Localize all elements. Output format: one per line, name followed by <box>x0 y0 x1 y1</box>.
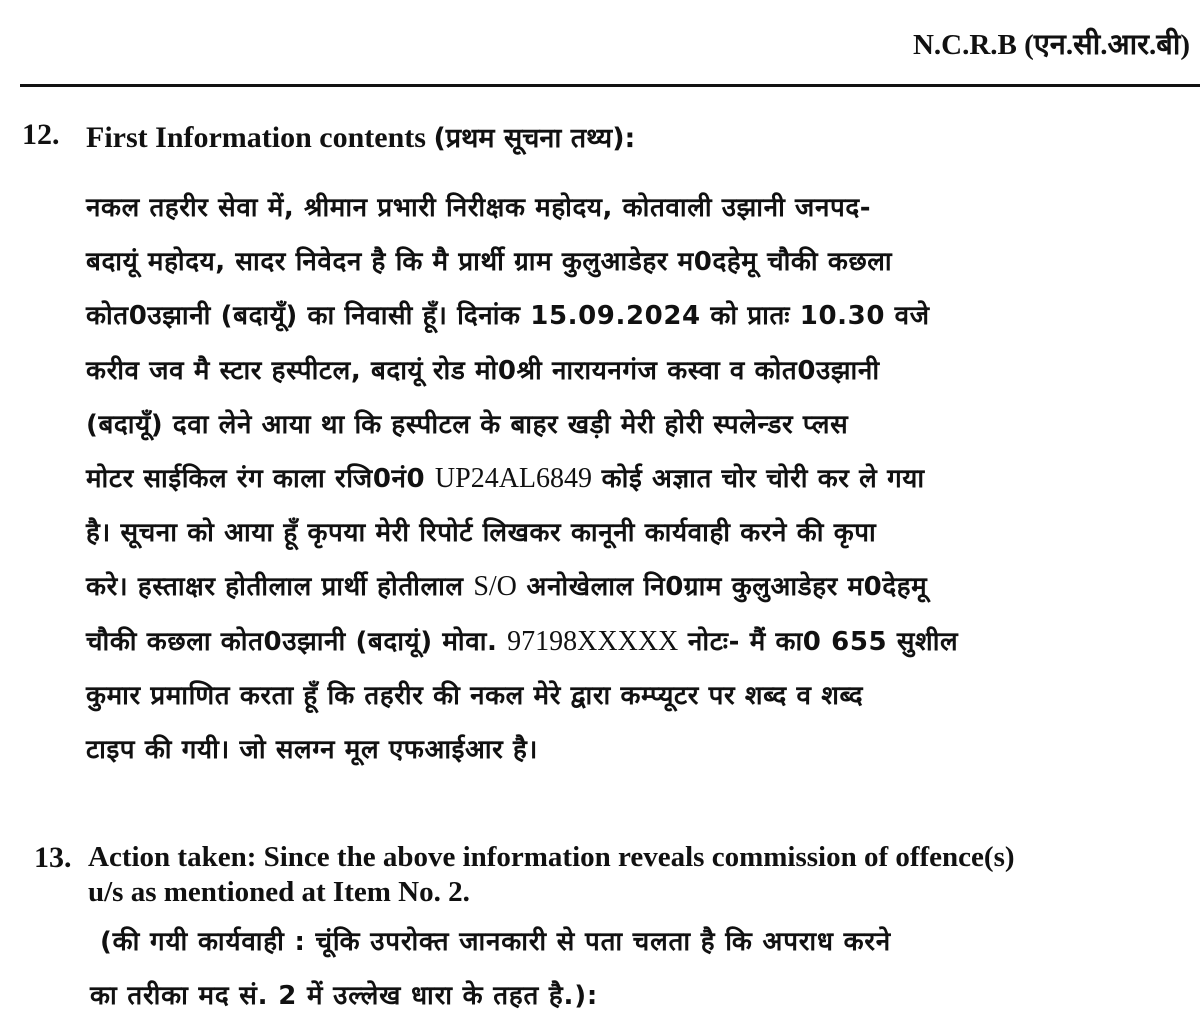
fir-line <box>86 730 538 766</box>
fir-line-text: है। सूचना को आया हूँ कृपया मेरी रिपोर्ट लिखकर कानूनी कार्यवाही करने की कृपा <box>86 518 877 548</box>
fir-line-text: अनोखेलाल नि0ग्राम कुलुआडेहर म0देहमू <box>516 572 928 602</box>
item-13-hindi-line2: का तरीका मद सं. 2 में उल्लेख धारा के तहत है.): <box>90 981 599 1011</box>
item-12-title-hi: (प्रथम सूचना तथ्य): <box>433 123 636 154</box>
fir-line <box>86 459 925 495</box>
item-13-title-line2: u/s as mentioned at Item No. 2. <box>88 876 470 908</box>
fir-line <box>86 676 863 712</box>
fir-line-text: चौकी कछला कोत0उझानी (बदायूं) मोवा. <box>86 627 508 657</box>
fir-line-text: नोटः- मैं का0 655 सुशील <box>678 627 959 657</box>
fir-line <box>86 622 958 658</box>
document-header: N.C.R.B (एन.सी.आर.बी) <box>912 29 1190 61</box>
fir-line-latin-text: UP24AL6849 <box>434 463 593 494</box>
fir-line-text: कुमार प्रमाणित करता हूँ कि तहरीर की नकल मेरे द्वारा कम्प्यूटर पर शब्द व शब्द <box>86 681 864 711</box>
fir-line <box>86 351 880 387</box>
fir-line <box>86 567 927 603</box>
fir-line-text: कोत0उझानी (बदायूँ) का निवासी हूँ। दिनांक 15.09.2024 को प्रातः 10.30 वजे <box>86 301 930 331</box>
header-rule <box>20 84 1200 87</box>
fir-line-text: करे। हस्ताक्षर होतीलाल प्रार्थी होतीलाल <box>86 572 474 602</box>
fir-line <box>86 188 871 224</box>
item-13-number: 13. <box>34 841 72 874</box>
item-12-title-en: First Information contents <box>86 121 434 154</box>
fir-line-text: टाइप की गयी। जो सलग्न मूल एफआईआर है। <box>86 735 538 765</box>
fir-line <box>86 296 930 332</box>
fir-line-text: बदायूं महोदय, सादर निवेदन है कि मै प्रार्थी ग्राम कुलुआडेहर म0दहेमू चौकी कछला <box>86 247 893 277</box>
fir-line-latin-text: S/O <box>473 571 517 602</box>
fir-line-text: कोई अज्ञात चोर चोरी कर ले गया <box>592 464 925 494</box>
item-13-title-line1: Action taken: Since the above information reveals commission of offence(s) <box>88 841 1015 873</box>
fir-line-text: नकल तहरीर सेवा में, श्रीमान प्रभारी निरीक्षक महोदय, कोतवाली उझानी जनपद- <box>86 193 872 223</box>
item-12-title <box>86 118 635 155</box>
fir-line <box>86 242 892 278</box>
fir-line-text: करीव जव मै स्टार हस्पीटल, बदायूं रोड मो0श्री नारायनगंज कस्वा व कोत0उझानी <box>86 356 880 386</box>
fir-line-text: (बदायूँ) दवा लेने आया था कि हस्पीटल के बाहर खड़ी मेरी होरी स्पलेन्डर प्लस <box>86 410 849 440</box>
fir-line <box>86 405 848 441</box>
fir-line-latin-text: 97198XXXXX <box>507 626 679 657</box>
fir-line <box>86 513 876 549</box>
item-12-number: 12. <box>22 118 60 151</box>
fir-line-text: मोटर साईकिल रंग काला रजि0नं0 <box>86 464 435 494</box>
item-13-hindi-line1: (की गयी कार्यवाही : चूंकि उपरोक्त जानकारी से पता चलता है कि अपराध करने <box>100 927 892 957</box>
